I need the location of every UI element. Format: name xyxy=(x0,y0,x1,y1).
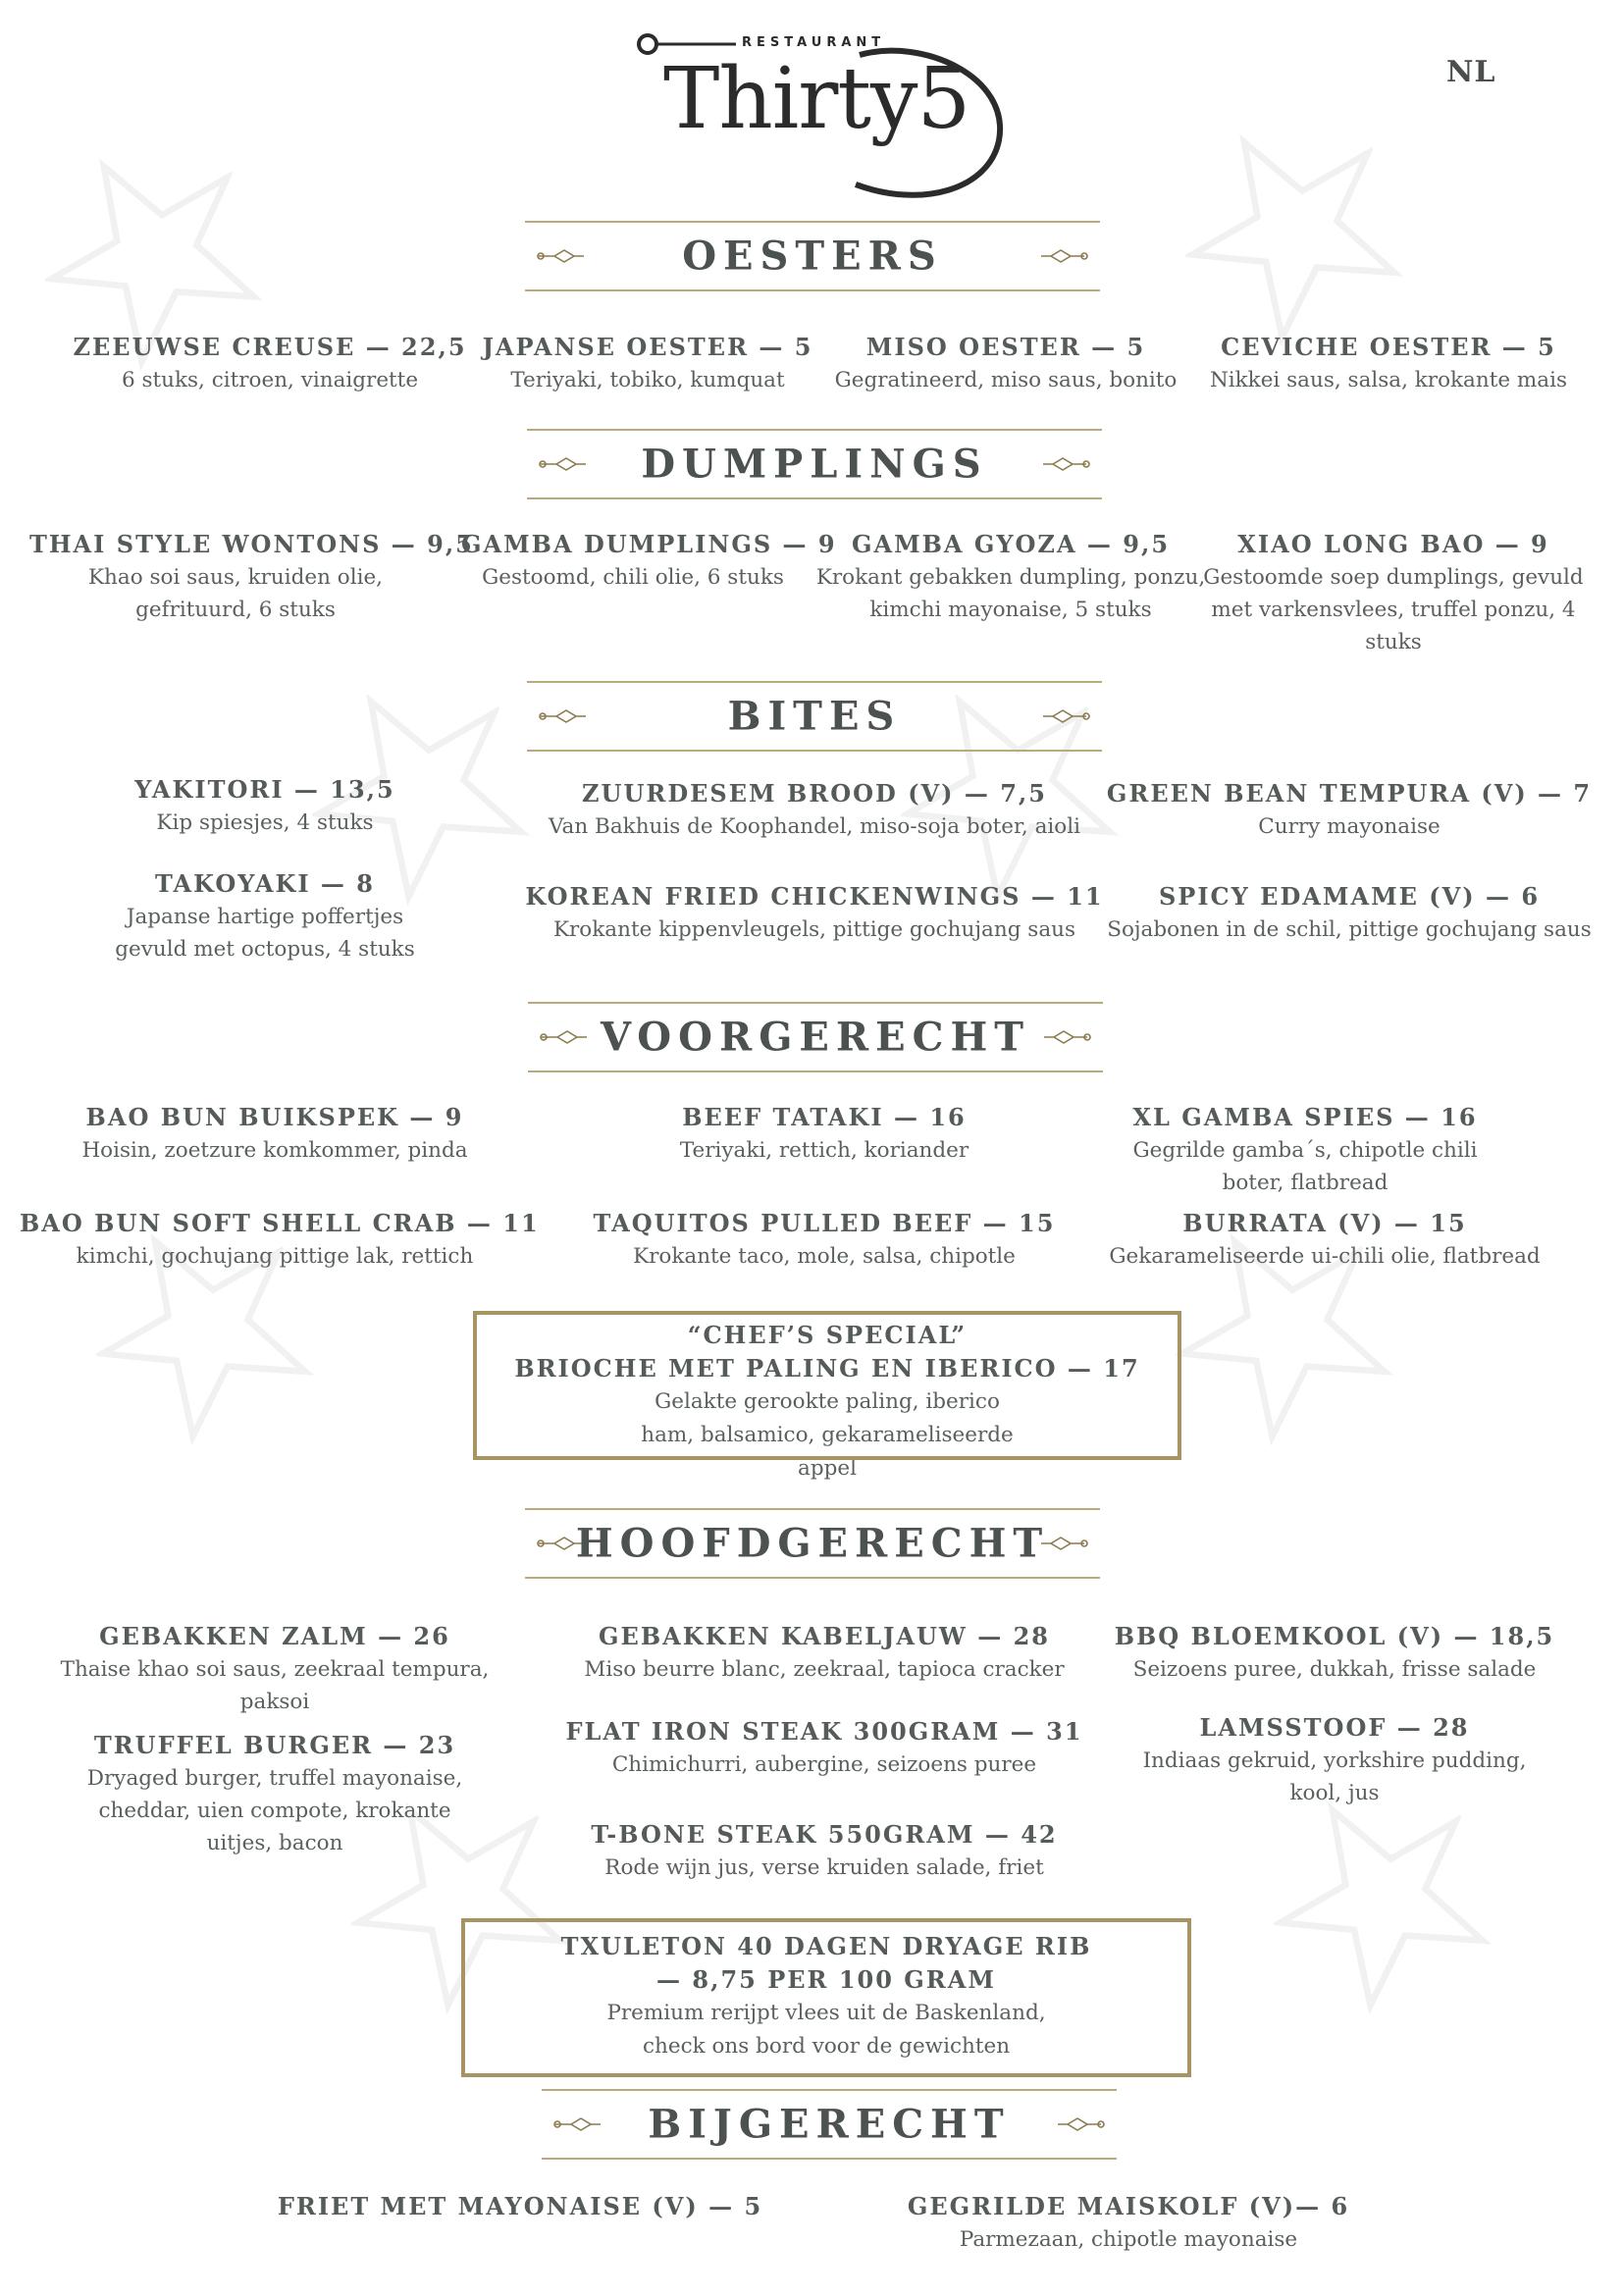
menu-item xyxy=(810,528,1212,626)
ornament-right-icon xyxy=(1039,1534,1088,1553)
special-name: TXULETON 40 DAGEN DRYAGE RIB xyxy=(560,1932,1092,1960)
menu-item xyxy=(59,867,471,965)
menu-item xyxy=(1104,777,1595,843)
section-title: BIJGERECHT xyxy=(648,2101,1011,2148)
item-desc: Curry mayonaise xyxy=(1258,814,1441,839)
section-header-oesters xyxy=(525,221,1100,291)
item-desc: 6 stuks, citroen, vinaigrette xyxy=(121,368,419,392)
menu-item xyxy=(520,777,1109,843)
item-name: BAO BUN SOFT SHELL CRAB — 11 xyxy=(20,1209,540,1237)
item-desc: Japanse hartige poffertjes gevuld met octopus, 4 stuks xyxy=(115,905,415,962)
item-name: XIAO LONG BAO — 9 xyxy=(1237,530,1549,558)
watermark xyxy=(5,64,407,466)
item-name: CEVICHE OESTER — 5 xyxy=(1221,333,1556,361)
item-name: FRIET MET MAYONAISE (V) — 5 xyxy=(277,2192,763,2220)
ornament-right-icon xyxy=(1042,1027,1091,1047)
ornament-right-icon xyxy=(1041,454,1090,474)
logo-restaurant-label: RESTAURANT xyxy=(742,35,886,50)
item-name: GREEN BEAN TEMPURA (V) — 7 xyxy=(1106,779,1593,808)
txuleton-special-box xyxy=(461,1918,1191,2077)
section-title: VOORGERECHT xyxy=(600,1014,1031,1061)
section-header-voorgerecht xyxy=(528,1002,1103,1072)
item-desc: Van Bakhuis de Koophandel, miso-soja boter, aioli xyxy=(549,814,1080,839)
menu-item xyxy=(559,1620,1089,1686)
item-name: SPICY EDAMAME (V) — 6 xyxy=(1158,882,1541,911)
section-header-hoofdgerecht xyxy=(525,1508,1100,1579)
ornament-right-icon xyxy=(1041,706,1090,726)
item-desc: Thaise khao soi saus, zeekraal tempura, paksoi xyxy=(60,1657,490,1714)
section-title: BITES xyxy=(727,693,902,740)
item-name: ZUURDESEM BROOD (V) — 7,5 xyxy=(582,779,1047,808)
special-desc: Gelakte gerookte paling, iberico ham, balsamico, gekarameliseerde appel xyxy=(641,1389,1014,1481)
item-name: TAKOYAKI — 8 xyxy=(154,869,375,898)
item-name: T-BONE STEAK 550GRAM — 42 xyxy=(591,1820,1058,1849)
item-name: KOREAN FRIED CHICKENWINGS — 11 xyxy=(525,882,1104,911)
item-name: BAO BUN BUIKSPEK — 9 xyxy=(85,1103,464,1131)
menu-item xyxy=(471,331,824,396)
section-header-bijgerecht xyxy=(542,2089,1117,2160)
item-name: GEGRILDE MAISKOLF (V)— 6 xyxy=(907,2192,1350,2220)
item-desc: Dryaged burger, truffel mayonaise, cheddar, uien compote, krokante uitjes, bacon xyxy=(86,1766,463,1855)
item-name: GEBAKKEN KABELJAUW — 28 xyxy=(599,1622,1050,1650)
menu-item xyxy=(844,2190,1413,2256)
item-name: YAKITORI — 13,5 xyxy=(134,775,395,804)
menu-item xyxy=(824,331,1187,396)
item-desc: Gekarameliseerde ui-chili olie, flatbread xyxy=(1109,1244,1541,1269)
item-desc: Sojabonen in de schil, pittige gochujang saus xyxy=(1107,917,1592,942)
item-desc: Khao soi saus, kruiden olie, gefrituurd, 6 stuks xyxy=(87,565,384,622)
menu-item xyxy=(69,1101,481,1167)
item-desc: Hoisin, zoetzure komkommer, pinda xyxy=(81,1138,468,1163)
item-desc: Krokante taco, mole, salsa, chipotle xyxy=(633,1244,1016,1269)
item-desc: Kip spiesjes, 4 stuks xyxy=(156,810,374,835)
menu-item xyxy=(1104,880,1595,946)
item-desc: Teriyaki, tobiko, kumquat xyxy=(510,368,785,392)
menu-item xyxy=(579,1101,1070,1167)
item-name: THAI STYLE WONTONS — 9,5 xyxy=(29,530,474,558)
item-desc: Gegratineerd, miso saus, bonito xyxy=(834,368,1178,392)
item-name: TRUFFEL BURGER — 23 xyxy=(93,1731,456,1759)
item-name: GAMBA DUMPLINGS — 9 xyxy=(461,530,837,558)
item-name: BEEF TATAKI — 16 xyxy=(682,1103,967,1131)
item-name: MISO OESTER — 5 xyxy=(865,333,1146,361)
item-name: GAMBA GYOZA — 9,5 xyxy=(851,530,1171,558)
chefs-special-box xyxy=(473,1311,1181,1481)
item-desc: Gegrilde gamba´s, chipotle chili boter, flatbread xyxy=(1132,1138,1478,1195)
item-name: ZEEUWSE CREUSE — 22,5 xyxy=(73,333,467,361)
menu-item xyxy=(559,1715,1089,1781)
menu-item xyxy=(59,331,481,396)
item-desc: Indiaas gekruid, yorkshire pudding, kool, jus xyxy=(1142,1748,1527,1805)
menu-item xyxy=(461,528,837,594)
item-name: XL GAMBA SPIES — 16 xyxy=(1132,1103,1478,1131)
menu-item xyxy=(559,1818,1089,1884)
item-name: JAPANSE OESTER — 5 xyxy=(482,333,813,361)
item-desc: Parmezaan, chipotle mayonaise xyxy=(959,2227,1298,2252)
item-desc: Seizoens puree, dukkah, frisse salade xyxy=(1132,1657,1537,1682)
menu-item xyxy=(20,1207,540,1273)
item-desc: Gestoomd, chili olie, 6 stuks xyxy=(482,565,784,590)
item-name: FLAT IRON STEAK 300GRAM — 31 xyxy=(565,1717,1083,1746)
item-desc: Teriyaki, rettich, koriander xyxy=(679,1138,969,1163)
menu-item xyxy=(1089,1101,1521,1199)
menu-item xyxy=(29,528,474,626)
item-name: LAMSSTOOF — 28 xyxy=(1199,1713,1470,1742)
item-name: BBQ BLOEMKOOL (V) — 18,5 xyxy=(1114,1622,1555,1650)
item-desc: Nikkei saus, salsa, krokante mais xyxy=(1209,368,1568,392)
item-name: GEBAKKEN ZALM — 26 xyxy=(99,1622,450,1650)
menu-item xyxy=(59,1729,491,1859)
item-desc: Chimichurri, aubergine, seizoens puree xyxy=(611,1752,1037,1777)
section-header-dumplings xyxy=(527,429,1102,499)
logo xyxy=(628,27,1021,204)
item-desc: Krokant gebakken dumpling, ponzu, kimchi mayonaise, 5 stuks xyxy=(815,565,1206,622)
special-label: “CHEF’S SPECIAL” xyxy=(687,1321,968,1349)
item-desc: Gestoomde soep dumplings, gevuld met varkensvlees, truffel ponzu, 4 stuks xyxy=(1203,565,1584,654)
menu-item xyxy=(1109,1711,1560,1809)
item-desc: Krokante kippenvleugels, pittige gochujang saus xyxy=(552,917,1076,942)
item-name: TAQUITOS PULLED BEEF — 15 xyxy=(593,1209,1056,1237)
section-title: OESTERS xyxy=(682,233,943,280)
menu-item xyxy=(59,1620,491,1718)
item-desc: Miso beurre blanc, zeekraal, tapioca cracker xyxy=(584,1657,1065,1682)
menu-item xyxy=(579,1207,1070,1273)
language-indicator[interactable]: NL xyxy=(1446,55,1496,89)
item-name: BURRATA (V) — 15 xyxy=(1182,1209,1467,1237)
ornament-right-icon xyxy=(1056,2114,1105,2134)
menu-item xyxy=(520,880,1109,946)
section-title: HOOFDGERECHT xyxy=(575,1520,1050,1567)
section-header-bites xyxy=(527,681,1102,752)
menu-item xyxy=(59,773,471,839)
special-desc: Premium rerijpt vlees uit de Baskenland, check ons bord voor de gewichten xyxy=(606,2001,1046,2059)
menu-item xyxy=(1202,528,1585,658)
logo-name: Thirty5 xyxy=(663,50,970,148)
menu-item xyxy=(1089,1207,1560,1273)
special-price: — 8,75 PER 100 GRAM xyxy=(656,1965,996,1994)
ornament-right-icon xyxy=(1039,246,1088,266)
item-desc: Rode wijn jus, verse kruiden salade, friet xyxy=(604,1855,1044,1880)
section-title: DUMPLINGS xyxy=(641,441,988,488)
menu-item xyxy=(236,2190,805,2223)
menu-item xyxy=(1197,331,1580,396)
item-desc: kimchi, gochujang pittige lak, rettich xyxy=(76,1244,474,1269)
menu-item xyxy=(1109,1620,1560,1686)
special-name: BRIOCHE MET PALING EN IBERICO — 17 xyxy=(514,1354,1140,1383)
